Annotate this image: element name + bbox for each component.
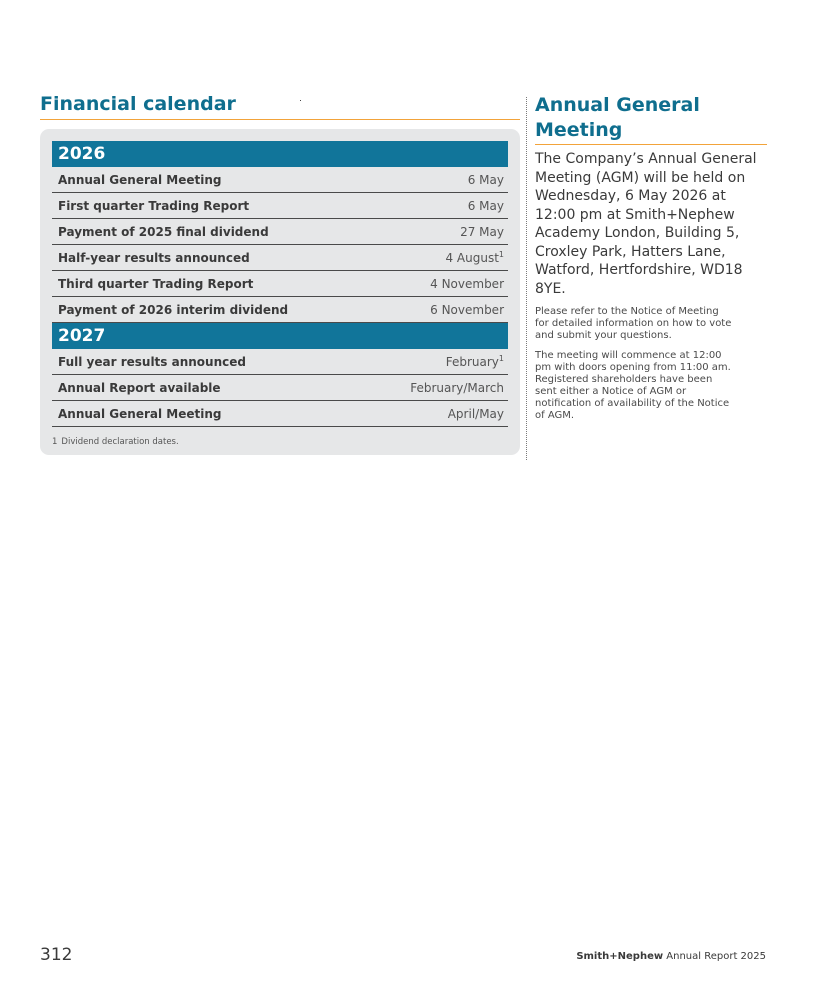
calendar-row — [52, 245, 508, 271]
event-date-text: April/May — [447, 406, 504, 421]
financial-calendar-section — [40, 92, 520, 455]
year-header: 2027 — [52, 323, 508, 349]
event-label: Payment of 2025 final dividend — [58, 224, 269, 239]
page-number: 312 — [40, 945, 73, 965]
calendar-table — [52, 141, 508, 427]
title-rule — [40, 119, 520, 120]
event-label: Payment of 2026 interim dividend — [58, 302, 289, 317]
event-date-text: 4 August — [445, 250, 499, 265]
calendar-row — [52, 297, 508, 323]
event-date — [445, 251, 504, 265]
event-label: Annual General Meeting — [58, 172, 222, 187]
financial-calendar-title: Financial calendar — [40, 93, 236, 115]
brand-name: Smith+Nephew — [576, 951, 664, 962]
event-date-text: 6 May — [467, 198, 504, 213]
event-date — [448, 407, 504, 421]
event-date — [430, 277, 504, 291]
event-date-text: 6 May — [467, 172, 504, 187]
agm-title-rule — [535, 144, 767, 145]
agm-timing-paragraph: The meeting will commence at 12:00 pm with doors opening from 11:00 am. Registered shareholders have been sent either a Notice of AGM or notification of availability of the Notice of AGM. — [535, 350, 731, 421]
agm-title-line2: Meeting — [535, 119, 623, 141]
event-label: Third quarter Trading Report — [58, 276, 254, 291]
footer-brand — [576, 951, 766, 962]
agm-notice-paragraph: Please refer to the Notice of Meeting for detailed information on how to vote and submit your questions. — [535, 306, 732, 341]
footnote-marker: 1 — [498, 353, 504, 363]
footnote-text: Dividend declaration dates. — [61, 437, 179, 447]
calendar-row — [52, 167, 508, 193]
event-label: Half-year results announced — [58, 250, 250, 265]
column-divider — [526, 97, 527, 460]
calendar-row — [52, 401, 508, 427]
event-date — [460, 225, 504, 239]
calendar-row — [52, 375, 508, 401]
event-date — [410, 381, 504, 395]
event-date-text: 27 May — [460, 224, 504, 239]
footnote — [52, 437, 508, 447]
agm-title — [535, 93, 767, 143]
event-date-text: 4 November — [430, 276, 504, 291]
agm-lead-paragraph: The Company’s Annual General Meeting (AGM) will be held on Wednesday, 6 May 2026 at 12:00 pm at Smith+Nephew Academy London, Building 5, Croxley Park, Hatters Lane, Watford, Hertfordshire, WD18 8YE. — [535, 151, 757, 297]
event-label: Full year results announced — [58, 354, 246, 369]
agm-section — [535, 93, 767, 422]
event-label: Annual General Meeting — [58, 406, 222, 421]
event-date-text: February/March — [410, 380, 504, 395]
event-date-text: February — [445, 354, 499, 369]
publication-name: Annual Report 2025 — [666, 951, 766, 962]
agm-title-line1: Annual General — [535, 94, 700, 116]
event-label: First quarter Trading Report — [58, 198, 250, 213]
year-header: 2026 — [52, 141, 508, 167]
event-label: Annual Report available — [58, 380, 221, 395]
calendar-row — [52, 349, 508, 375]
event-date — [446, 355, 504, 369]
footnote-number: 1 — [52, 437, 58, 447]
footnote-marker: 1 — [498, 249, 504, 259]
event-date — [468, 199, 504, 213]
event-date — [468, 173, 504, 187]
calendar-row — [52, 193, 508, 219]
event-date — [430, 303, 504, 317]
calendar-card — [40, 129, 520, 455]
calendar-row — [52, 271, 508, 297]
calendar-row — [52, 219, 508, 245]
event-date-text: 6 November — [430, 302, 504, 317]
